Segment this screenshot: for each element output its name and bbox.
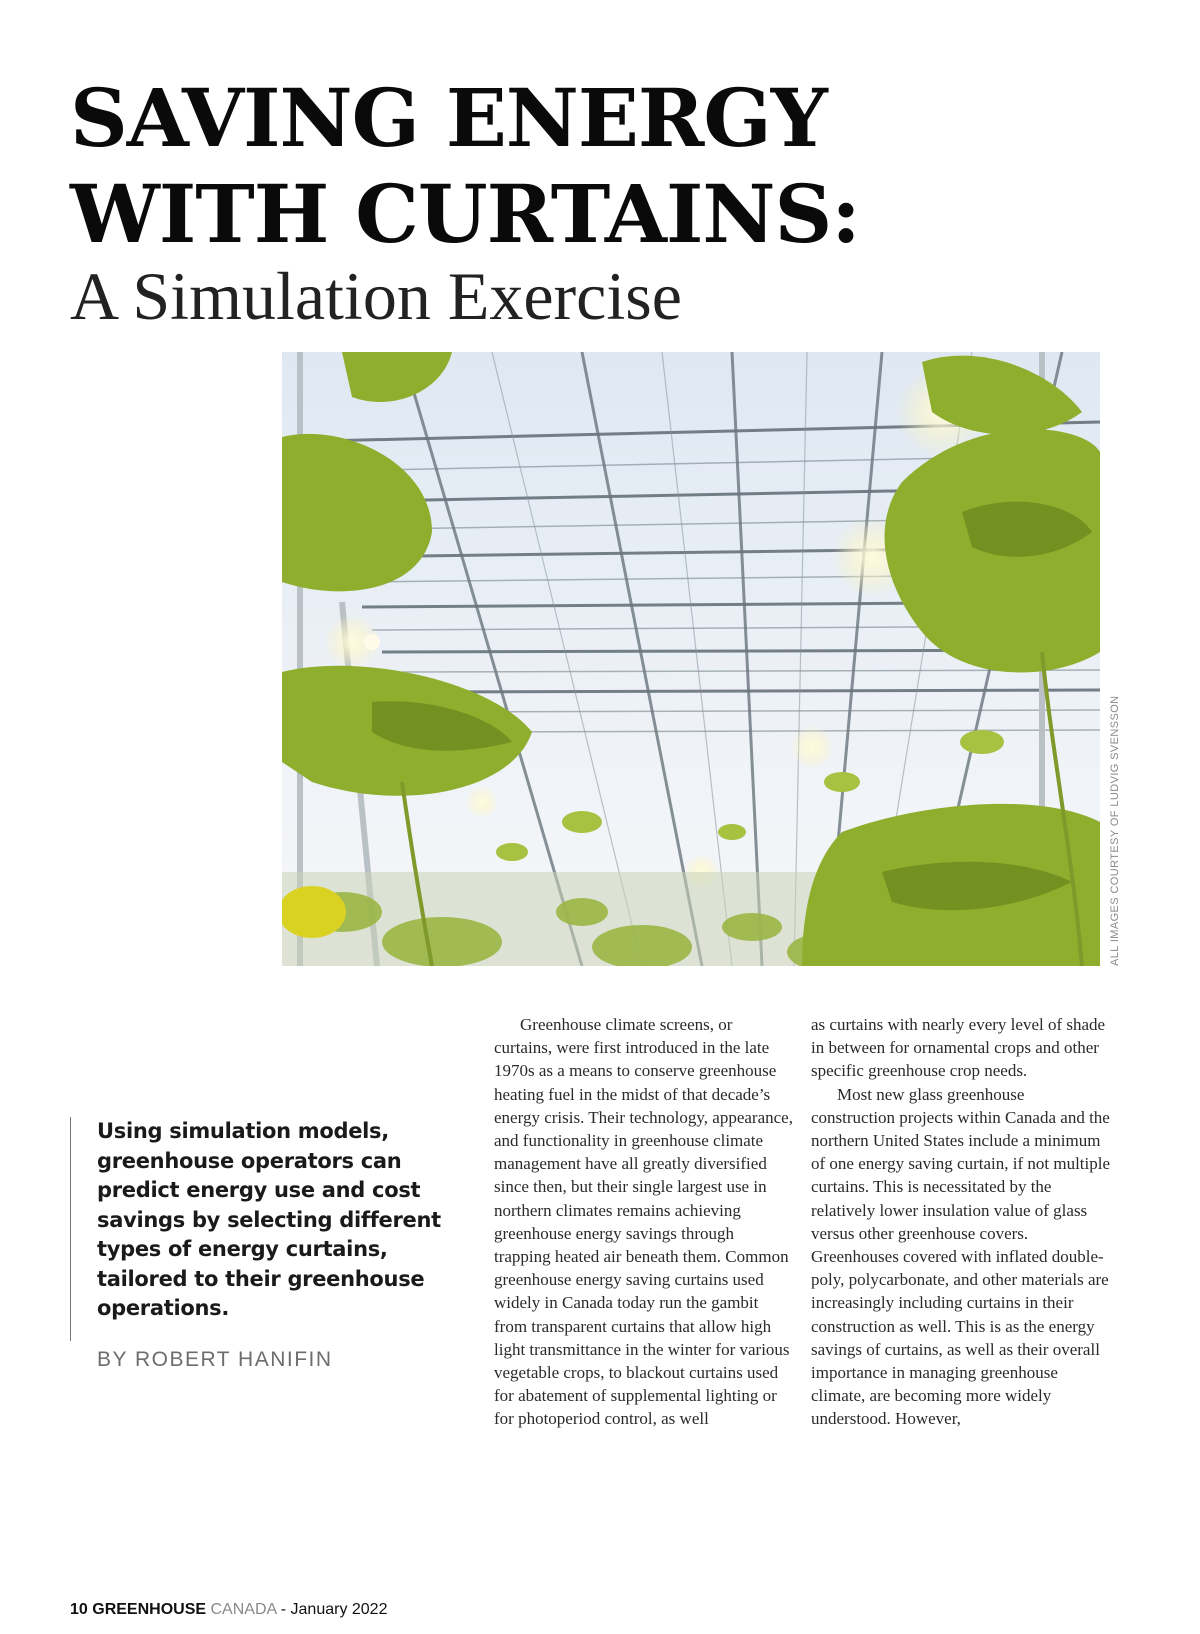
issue-date: - January 2022 [276,1601,388,1618]
title-line-2: WITH CURTAINS: [70,167,860,261]
page-footer [70,1601,387,1619]
pull-quote-box [70,1117,471,1371]
body-paragraph: as curtains with nearly every level of shade in between for ornamental crops and other specific greenhouse crop needs. [811,1015,1106,1081]
page-number: 10 [70,1601,88,1618]
article-title [70,70,860,262]
photo-credit: ALL IMAGES COURTESY OF LUDVIG SVENSSON [1109,695,1121,966]
body-column-1 [494,1013,794,1431]
magazine-name-light: CANADA [210,1601,277,1618]
body-paragraph: Most new glass greenhouse construction projects within Canada and the northern United States include a minimum of one energy saving curtain, if not multiple curtains. This is necessitated by the relatively lower insulation value of glass versus other greenhouse covers. Greenhouses covered with inflated double-poly, polycarbonate, and other materials are increasingly including curtains in their construction as well. This is as the energy savings of curtains, as well as their overall importance in managing greenhouse climate, are becoming more widely understood. However, [811,1084,1111,1429]
article-subtitle: A Simulation Exercise [70,258,682,334]
greenhouse-photo [282,352,1100,966]
title-line-1: SAVING ENERGY [70,71,827,165]
magazine-name-bold: GREENHOUSE [92,1601,207,1618]
body-column-2 [811,1013,1111,1431]
byline: BY ROBERT HANIFIN [97,1347,333,1371]
body-paragraph: Greenhouse climate screens, or curtains, were first introduced in the late 1970s as a means to conserve greenhouse heating fuel in the midst of that decade’s energy crisis. Their technology, appearance, and functionality in greenhouse climate management have all greatly diversified since then, but their single largest use in northern climates remains achieving greenhouse energy savings through trapping heated air beneath them. Common greenhouse energy saving curtains used widely in Canada today run the gambit from transparent curtains that allow high light transmittance in the winter for various vegetable crops, to blackout curtains used for abatement of supplemental lighting or for photoperiod control, as well [494,1015,793,1429]
greenhouse-photo-illustration [282,352,1100,966]
article-deck: Using simulation models, greenhouse operators can predict energy use and cost savings by selecting different types of energy curtains, tailored to their greenhouse operations. [97,1119,441,1320]
